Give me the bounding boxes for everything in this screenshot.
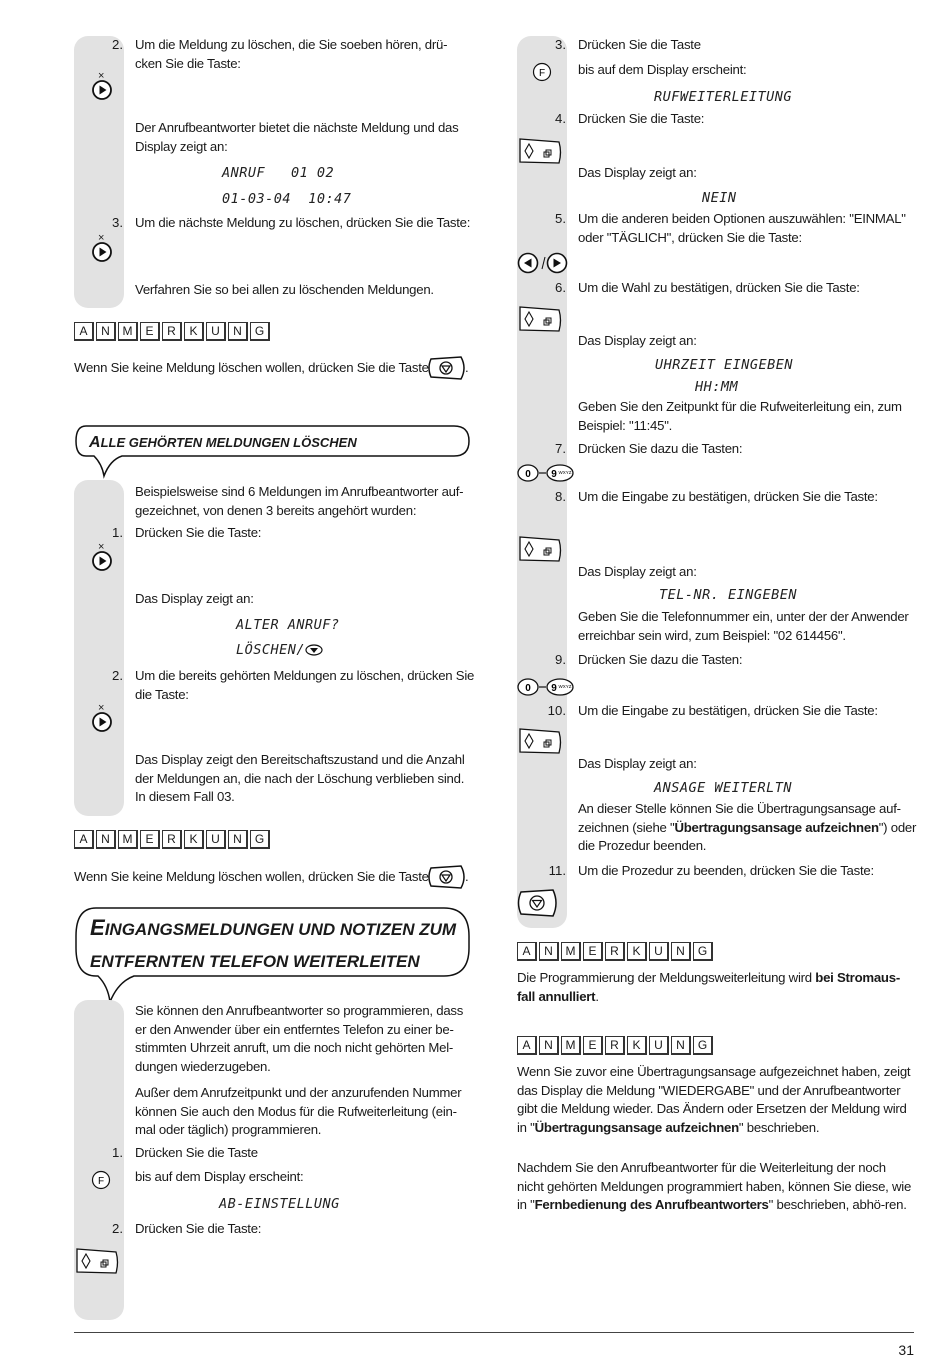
- note-text: Wenn Sie keine Meldung löschen wollen, drücken Sie die Taste: [74, 360, 429, 375]
- section-heading: [89, 434, 357, 452]
- display-readout: ANRUF 01 02: [222, 165, 335, 181]
- step-number: 9.: [555, 652, 566, 667]
- note-letter: G: [693, 942, 713, 961]
- text-run: " beschrieben, abhö-ren.: [768, 1197, 907, 1212]
- step-text: Um die nächste Meldung zu löschen, drücken Sie die Taste:: [135, 215, 471, 230]
- step-number: 6.: [555, 280, 566, 295]
- note-letter: N: [96, 322, 116, 341]
- step-number: 7.: [555, 441, 566, 456]
- note-letter: U: [649, 942, 669, 961]
- text-run-bold: Übertragungsansage aufzeichnen: [534, 1119, 739, 1135]
- text-run: " beschrieben.: [738, 1119, 820, 1135]
- step-text: Um die Wahl zu bestätigen, drücken Sie die Taste:: [578, 280, 860, 295]
- stop-key-icon: [517, 888, 559, 921]
- step-number: 1.: [112, 1145, 123, 1160]
- text-run: Nachdem Sie den Anrufbeantworter für die Weiterleitung der noch nicht gehörten Meldungen programmiert haben, können Sie diese, wie in ": [517, 1160, 912, 1212]
- heading-line: [90, 912, 460, 946]
- note-label: [74, 322, 270, 341]
- note-letter: E: [583, 942, 603, 961]
- text-run: Die Programmierung der Meldungsweiterleitung wird: [517, 970, 816, 985]
- step-text: Drücken Sie die Taste:: [135, 525, 262, 540]
- step-text: Um die Prozedur zu beenden, drücken Sie die Taste:: [578, 863, 874, 878]
- note-letter: N: [671, 1036, 691, 1055]
- step-number: 2.: [112, 1221, 123, 1236]
- section-heading: [90, 912, 460, 978]
- body-text: Das Display zeigt an:: [578, 564, 697, 579]
- note-text: Wenn Sie keine Meldung löschen wollen, drücken Sie die Taste: [74, 869, 429, 884]
- step-text: Drücken Sie die Taste: [578, 37, 701, 52]
- note-letter: G: [250, 322, 270, 341]
- key-mark: ×: [98, 702, 105, 714]
- play-key-icon: [90, 70, 114, 103]
- note-label: [517, 942, 713, 961]
- note-letter: U: [206, 830, 226, 849]
- text-run-bold: bei Stromaus-fall annulliert: [517, 970, 900, 1004]
- body-text: Sie können den Anrufbeantworter so programmieren, dass er den Anwender über ein entferntes Telefon zu einer be-stimmten Uhrzeit anruft, um die noch nicht gehörten Mel-dungen wiederzugeben.: [135, 1003, 464, 1074]
- play-key-icon: [90, 232, 114, 265]
- key-label: F: [97, 1176, 105, 1187]
- step-number: 8.: [555, 489, 566, 504]
- f-key-icon: [91, 1170, 111, 1193]
- heading-rest: LLE GEHÖRTEN MELDUNGEN LÖSCHEN: [100, 435, 357, 450]
- note-letter: R: [162, 830, 182, 849]
- step-number: 10.: [547, 703, 566, 718]
- body-text: [517, 1159, 914, 1215]
- text-run-bold: Übertragungsansage aufzeichnen: [674, 819, 879, 835]
- display-readout: NEIN: [702, 190, 737, 206]
- key-label: 0: [525, 683, 531, 694]
- note-letter: E: [583, 1036, 603, 1055]
- note-letter: N: [228, 830, 248, 849]
- step-text: bis auf dem Display erscheint:: [578, 62, 747, 77]
- note-letter: U: [649, 1036, 669, 1055]
- step-number: 5.: [555, 211, 566, 226]
- body-text: Beispielsweise sind 6 Meldungen im Anrufbeantworter auf-gezeichnet, von denen 3 bereits angehört wurden:: [135, 484, 464, 518]
- note-letter: K: [627, 1036, 647, 1055]
- step-text: Drücken Sie die Taste: [135, 1145, 258, 1160]
- stop-key-icon: [427, 355, 469, 384]
- body-text: [578, 800, 918, 856]
- note-letter: A: [74, 322, 94, 341]
- step-text: Drücken Sie dazu die Tasten:: [578, 652, 743, 667]
- body-text: Verfahren Sie so bei allen zu löschenden Meldungen.: [135, 282, 434, 297]
- note-letter: N: [539, 942, 559, 961]
- confirm-key-icon: [517, 304, 563, 337]
- note-letter: U: [206, 322, 226, 341]
- body-text: Geben Sie den Zeitpunkt für die Rufweiterleitung ein, zum Beispiel: "11:45".: [578, 399, 902, 433]
- display-readout-text: LÖSCHEN/: [236, 642, 306, 658]
- note-letter: R: [162, 322, 182, 341]
- body-text: Das Display zeigt an:: [135, 591, 254, 606]
- note-letter: A: [517, 942, 537, 961]
- heading-line: ENTFERNTEN TELEFON WEITERLEITEN: [90, 952, 420, 971]
- period: .: [465, 869, 469, 884]
- text-run: .: [595, 988, 599, 1004]
- note-text: [517, 1063, 914, 1137]
- note-letter: R: [605, 942, 625, 961]
- key-mark: ×: [98, 541, 105, 553]
- step-text: Um die bereits gehörten Meldungen zu löschen, drücken Sie die Taste:: [135, 668, 475, 702]
- digit-keys-icon: [517, 462, 575, 487]
- body-text: Das Display zeigt an:: [578, 756, 697, 771]
- note-letter: K: [184, 322, 204, 341]
- key-label: 0: [525, 469, 531, 480]
- key-mark: ×: [98, 232, 105, 244]
- step-number: 2.: [112, 37, 123, 52]
- display-readout: ANSAGE WEITERLTN: [654, 780, 793, 796]
- body-text: Das Display zeigt an:: [578, 333, 697, 348]
- period: .: [465, 360, 469, 375]
- heading-initial: E: [90, 915, 105, 940]
- step-text: bis auf dem Display erscheint:: [135, 1169, 304, 1184]
- play-key-icon: [90, 541, 114, 574]
- step-number: 2.: [112, 668, 123, 683]
- step-number: 1.: [112, 525, 123, 540]
- key-sublabel: WXYZ: [558, 470, 572, 475]
- heading-bubble: [74, 424, 474, 482]
- note-letter: E: [140, 322, 160, 341]
- note-letter: M: [561, 1036, 581, 1055]
- down-arrow-key-icon: [305, 644, 323, 656]
- display-readout: RUFWEITERLEITUNG: [654, 89, 793, 105]
- body-text: Geben Sie die Telefonnummer ein, unter der der Anwender erreichbar sein wird, zum Beispiel: "02 614456".: [578, 609, 909, 643]
- text-run-bold: Fernbedienung des Anrufbeantworters: [534, 1197, 769, 1212]
- step-text: Um die Eingabe zu bestätigen, drücken Sie die Taste:: [578, 489, 878, 504]
- text-run: An dieser Stelle können Sie die Übertragungsansage auf-zeichnen (siehe ": [578, 801, 901, 835]
- key-mark: ×: [98, 70, 105, 82]
- note-letter: R: [605, 1036, 625, 1055]
- step-number: 4.: [555, 111, 566, 126]
- note-letter: M: [118, 830, 138, 849]
- note-letter: G: [250, 830, 270, 849]
- note-letter: N: [671, 942, 691, 961]
- key-label: 9: [551, 683, 557, 694]
- note-letter: A: [74, 830, 94, 849]
- play-key-icon: [90, 702, 114, 735]
- step-number: 3.: [112, 215, 123, 230]
- display-readout: TEL-NR. EINGEBEN: [659, 587, 798, 603]
- display-readout: 01-03-04 10:47: [222, 191, 352, 207]
- step-text: Drücken Sie die Taste:: [135, 1221, 262, 1236]
- note-label: [517, 1036, 713, 1055]
- step-number: 3.: [555, 37, 566, 52]
- display-readout: UHRZEIT EINGEBEN: [655, 357, 794, 373]
- note-letter: A: [517, 1036, 537, 1055]
- left-right-keys-icon: [517, 251, 569, 278]
- key-label: 9: [551, 469, 557, 480]
- heading-rest: INGANGSMELDUNGEN UND NOTIZEN ZUM: [104, 920, 457, 939]
- display-readout: ALTER ANRUF?: [236, 617, 340, 633]
- digit-keys-icon: [517, 676, 575, 701]
- text-run: ") oder die Prozedur beenden.: [578, 819, 917, 853]
- confirm-key-icon: [517, 534, 563, 567]
- f-key-icon: [532, 62, 552, 85]
- body-text: Außer dem Anrufzeitpunkt und der anzurufenden Nummer können Sie auch den Modus für die Rufweiterleitung (ein-mal oder täglich) programmieren.: [135, 1085, 462, 1137]
- step-text: Um die anderen beiden Optionen auszuwählen: "EINMAL" oder "TÄGLICH", drücken Sie die Taste:: [578, 211, 906, 245]
- step-text: Drücken Sie dazu die Tasten:: [578, 441, 743, 456]
- display-readout: HH:MM: [695, 379, 739, 395]
- confirm-key-icon: [74, 1246, 120, 1279]
- stop-key-icon: [427, 864, 469, 893]
- note-letter: M: [561, 942, 581, 961]
- note-letter: M: [118, 322, 138, 341]
- confirm-key-icon: [517, 136, 563, 169]
- heading-initial: A: [89, 434, 101, 451]
- note-letter: N: [96, 830, 116, 849]
- note-letter: E: [140, 830, 160, 849]
- body-text: Das Display zeigt den Bereitschaftszustand und die Anzahl der Meldungen an, die nach der Löschung verblieben sind. In diesem Fall 03.: [135, 752, 465, 804]
- note-letter: K: [184, 830, 204, 849]
- body-text: Der Anrufbeantworter bietet die nächste Meldung und das Display zeigt an:: [135, 120, 459, 154]
- page-number: 31: [898, 1342, 914, 1358]
- note-letter: G: [693, 1036, 713, 1055]
- body-text: Das Display zeigt an:: [578, 165, 697, 180]
- footer-rule: [74, 1332, 914, 1333]
- note-letter: K: [627, 942, 647, 961]
- note-text: [517, 969, 914, 1006]
- step-text: Um die Meldung zu löschen, die Sie soeben hören, drü-cken Sie die Taste:: [135, 37, 448, 71]
- step-text: Drücken Sie die Taste:: [578, 111, 705, 126]
- note-letter: N: [539, 1036, 559, 1055]
- confirm-key-icon: [517, 726, 563, 759]
- note-label: [74, 830, 270, 849]
- key-label: F: [538, 68, 546, 79]
- step-text: Um die Eingabe zu bestätigen, drücken Sie die Taste:: [578, 703, 878, 718]
- note-letter: N: [228, 322, 248, 341]
- key-sublabel: WXYZ: [558, 684, 572, 689]
- display-readout: AB-EINSTELLUNG: [219, 1196, 340, 1212]
- text-run: Wenn Sie zuvor eine Übertragungsansage aufgezeichnet haben, zeigt das Display die Meldung "WIEDERGABE" und der Anrufbeantworter gibt die Meldung wieder. Das Ändern oder Ersetzen der Meldung wird in ": [517, 1064, 911, 1135]
- display-readout: [236, 641, 323, 659]
- step-number: 11.: [548, 863, 566, 878]
